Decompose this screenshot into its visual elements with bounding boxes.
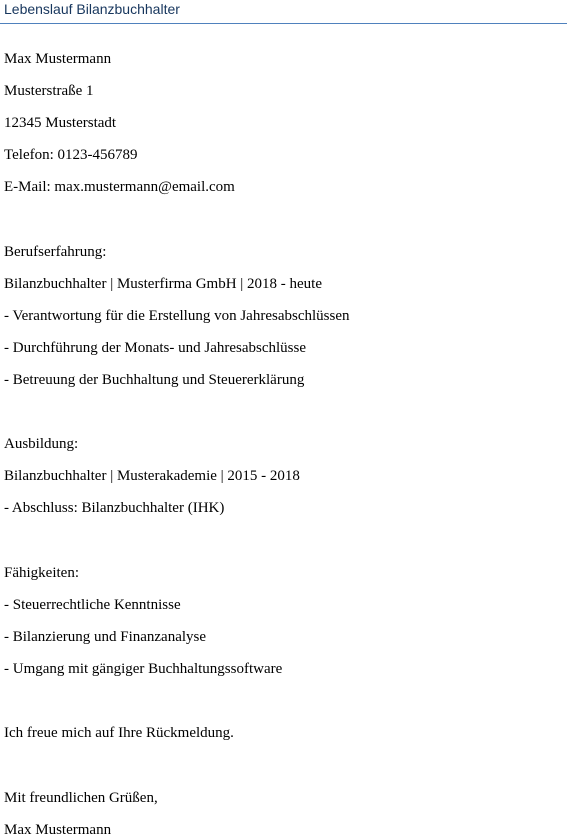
education-heading: Ausbildung: [4, 436, 79, 452]
education-entry: Bilanzbuchhalter | Musterakademie | 2015 - 2018 [4, 468, 300, 484]
skills-item: - Umgang mit gängiger Buchhaltungssoftware [4, 661, 283, 677]
experience-item: - Betreuung der Buchhaltung und Steuererklärung [4, 372, 305, 388]
experience-position: Bilanzbuchhalter | Musterfirma GmbH | 2018 - heute [4, 276, 323, 292]
closing-signature: Max Mustermann [4, 822, 112, 838]
skills-item: - Steuerrechtliche Kenntnisse [4, 597, 181, 613]
closing-greeting: Mit freundlichen Grüßen, [4, 790, 158, 806]
skills-item: - Bilanzierung und Finanzanalyse [4, 629, 207, 645]
header-title: Lebenslauf Bilanzbuchhalter [4, 1, 180, 17]
closing-text: Ich freue mich auf Ihre Rückmeldung. [4, 725, 234, 741]
experience-heading: Berufserfahrung: [4, 244, 107, 260]
experience-item: - Verantwortung für die Erstellung von Jahresabschlüssen [4, 308, 350, 324]
contact-city: 12345 Musterstadt [4, 115, 117, 131]
contact-phone: Telefon: 0123-456789 [4, 147, 138, 163]
contact-street: Musterstraße 1 [4, 83, 94, 99]
experience-item: - Durchführung der Monats- und Jahresabschlüsse [4, 340, 307, 356]
contact-email: E-Mail: max.mustermann@email.com [4, 179, 235, 195]
contact-name: Max Mustermann [4, 51, 112, 67]
education-item: - Abschluss: Bilanzbuchhalter (IHK) [4, 500, 225, 516]
document-header [0, 0, 567, 24]
skills-heading: Fähigkeiten: [4, 565, 79, 581]
